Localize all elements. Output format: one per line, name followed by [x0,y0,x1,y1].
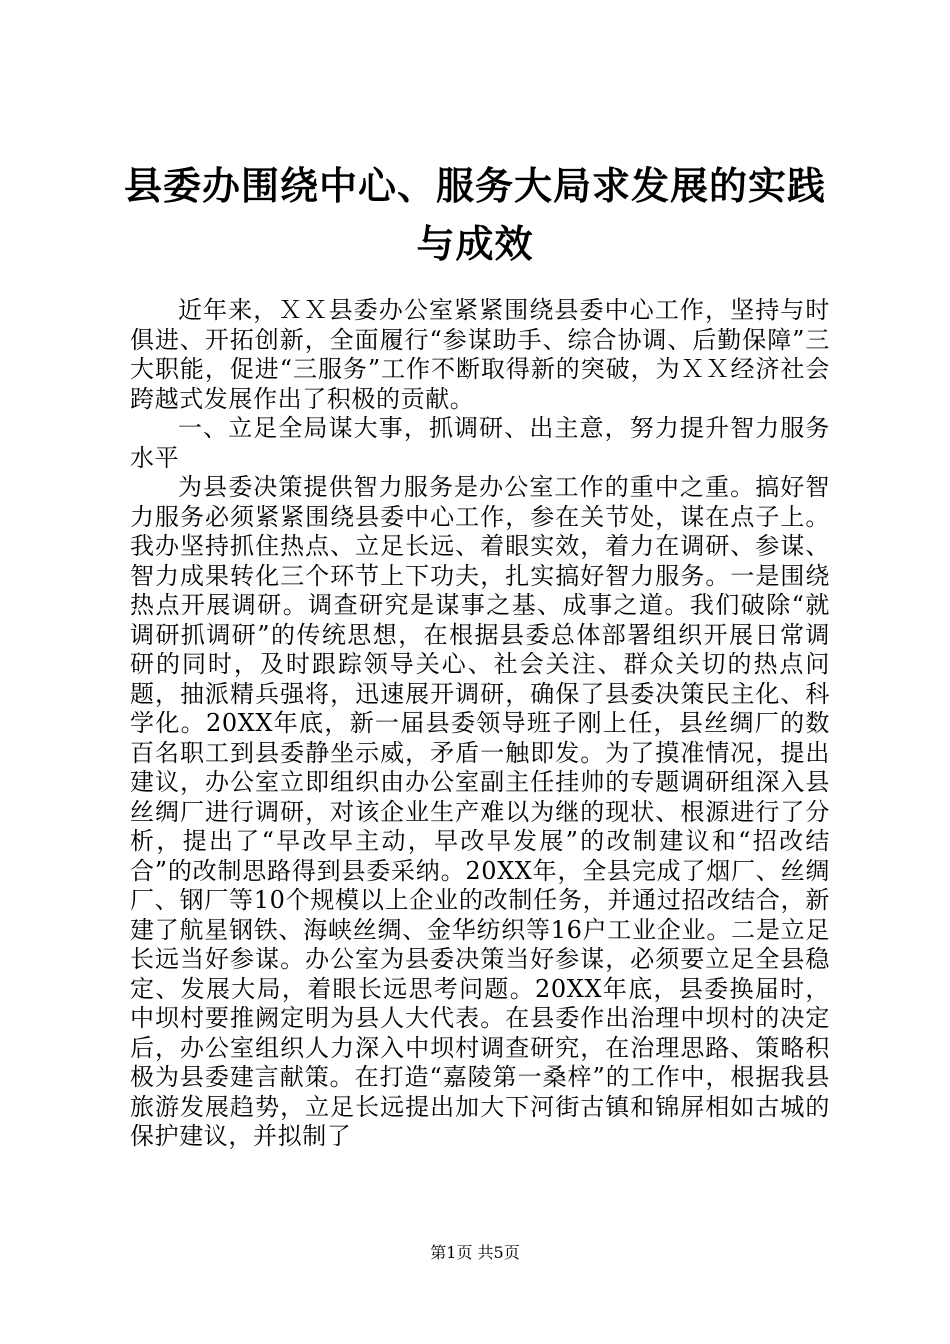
document-body [130,296,830,1152]
document-title: 县委办围绕中心、服务大局求发展的实践与成效 [123,163,826,266]
intro-paragraph: 近年来，ＸＸ县委办公室紧紧围绕县委中心工作，坚持与时俱进、开拓创新，全面履行“参谋助手、综合协调、后勤保障”三大职能，促进“三服务”工作不断取得新的突破，为ＸＸ经济社会跨越式发展作出了积极的贡献。 [130,296,830,413]
body-paragraph: 为县委决策提供智力服务是办公室工作的重中之重。搞好智力服务必须紧紧围绕县委中心工作，参在关节处，谋在点子上。我办坚持抓住热点、立足长远、着眼实效，着力在调研、参谋、智力成果转化三个环节上下功夫，扎实搞好智力服务。一是围绕热点开展调研。调查研究是谋事之基、成事之道。我们破除“就调研抓调研”的传统思想，在根据县委总体部署组织开展日常调研的同时，及时跟踪领导关心、社会关注、群众关切的热点问题，抽派精兵强将，迅速展开调研，确保了县委决策民主化、科学化。20XX年底，新一届县委领导班子刚上任，县丝绸厂的数百名职工到县委静坐示威，矛盾一触即发。为了摸准情况，提出建议，办公室立即组织由办公室副主任挂帅的专题调研组深入县丝绸厂进行调研，对该企业生产难以为继的现状、根源进行了分析，提出了“早改早主动，早改早发展”的改制建议和“招改结合”的改制思路得到县委采纳。20XX年，全县完成了烟厂、丝绸厂、钢厂等10个规模以上企业的改制任务，并通过招改结合，新建了航星钢铁、海峡丝绸、金华纺织等16户工业企业。二是立足长远当好参谋。办公室为县委决策当好参谋，必须要立足全县稳定、发展大局，着眼长远思考问题。20XX年底，县委换届时，中坝村要推阙定明为县人大代表。在县委作出治理中坝村的决定后，办公室组织人力深入中坝村调查研究，在治理思路、策略积极为县委建言献策。在打造“嘉陵第一桑梓”的工作中，根据我县旅游发展趋势，立足长远提出加大下河街古镇和锦屏相如古城的保护建议，并拟制了 [130,473,830,1150]
page-footer: 第1页 共5页 [430,1243,520,1262]
section-heading: 一、立足全局谋大事，抓调研、出主意，努力提升智力服务水平 [130,414,830,472]
